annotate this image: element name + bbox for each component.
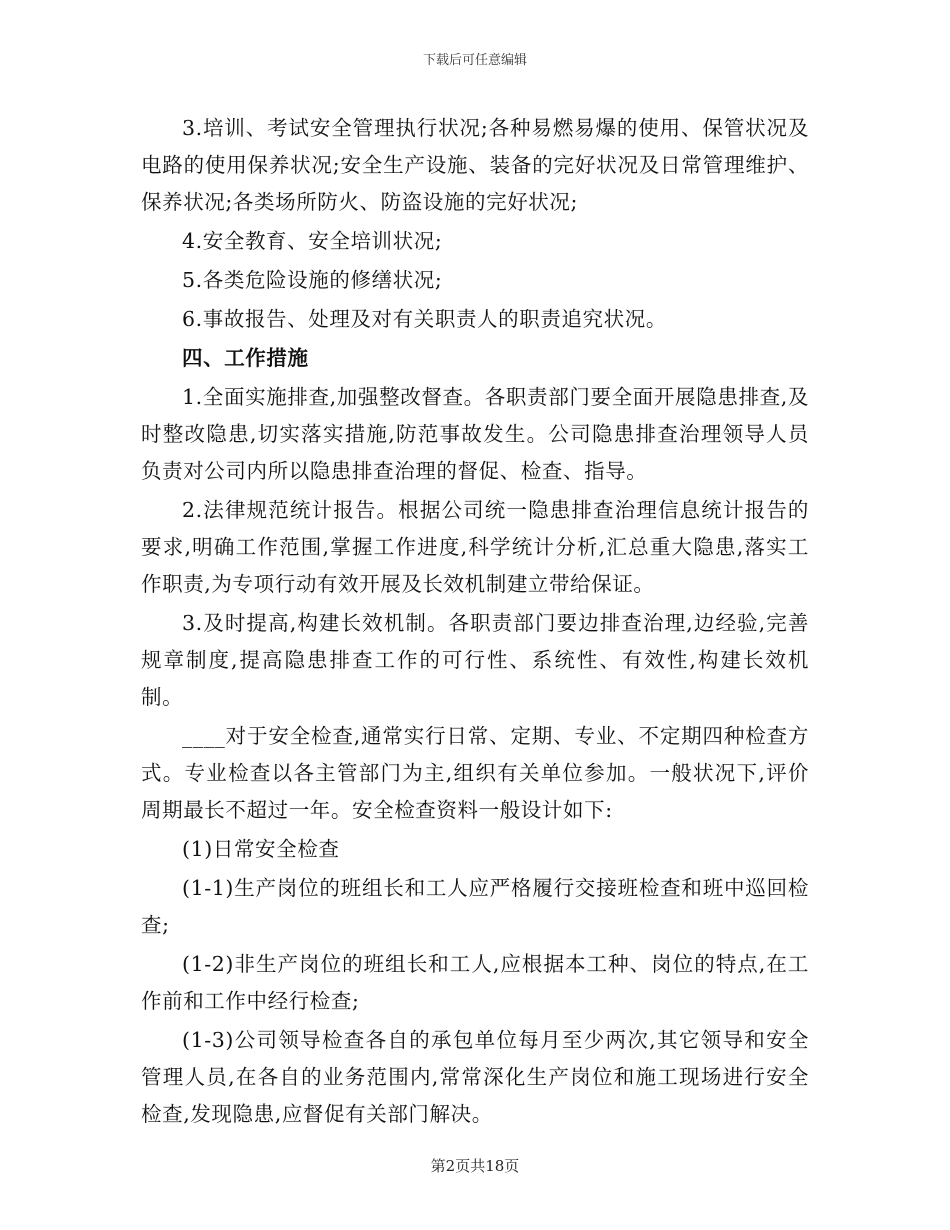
paragraph-measure-3: 3.及时提高,构建长效机制。各职责部门要边排查治理,边经验,完善规章制度,提高隐患排查工作的可行性、系统性、有效性,构建长效机制。 <box>141 611 809 709</box>
paragraph-daily-inspection-1-3: (1-3)公司领导检查各自的承包单位每月至少两次,其它领导和安全管理人员,在各自的业务范围内,常常深化生产岗位和施工现场进行安全检查,发现隐患,应督促有关部门解决。 <box>141 1028 809 1126</box>
page-header-note: 下载后可任意编辑 <box>422 53 527 68</box>
paragraph-daily-inspection-1-1: (1-1)生产岗位的班组长和工人应严格履行交接班检查和班中巡回检查; <box>141 876 809 937</box>
document-body <box>141 110 809 1135</box>
paragraph-item-4-safety-training: 4.安全教育、安全培训状况; <box>182 229 443 253</box>
page-number: 第2页共18页 <box>430 1157 520 1175</box>
paragraph-daily-inspection-1-2: (1-2)非生产岗位的班组长和工人,应根据本工种、岗位的特点,在工作前和工作中经行检查; <box>141 952 809 1013</box>
paragraph-inspection-methods: ____对于安全检查,通常实行日常、定期、专业、不定期四种检查方式。专业检查以各主管部门为主,组织有关单位参加。一般状况下,评价周期最长不超过一年。安全检查资料一般设计如下: <box>141 724 809 822</box>
paragraph-item-6-accident-reporting: 6.事故报告、处理及对有关职责人的职责追究状况。 <box>182 307 667 331</box>
paragraph-measure-1: 1.全面实施排查,加强整改督查。各职责部门要全面开展隐患排查,及时整改隐患,切实落实措施,防范事故发生。公司隐患排查治理领导人员负责对公司内所以隐患排查治理的督促、检查、指导。 <box>141 385 809 483</box>
paragraph-measure-2: 2.法律规范统计报告。根据公司统一隐患排查治理信息统计报告的要求,明确工作范围,掌握工作进度,科学统计分析,汇总重大隐患,落实工作职责,为专项行动有效开展及长效机制建立带给保证。 <box>141 498 809 596</box>
paragraph-item-3-inspection-scope: 3.培训、考试安全管理执行状况;各种易燃易爆的使用、保管状况及电路的使用保养状况;安全生产设施、装备的完好状况及日常管理维护、保养状况;各类场所防火、防盗设施的完好状况; <box>141 116 809 214</box>
paragraph-item-5-facility-repair: 5.各类危险设施的修缮状况; <box>182 268 443 292</box>
paragraph-daily-inspection-title: (1)日常安全检查 <box>182 837 340 861</box>
section-heading-work-measures: 四、工作措施 <box>182 346 309 370</box>
